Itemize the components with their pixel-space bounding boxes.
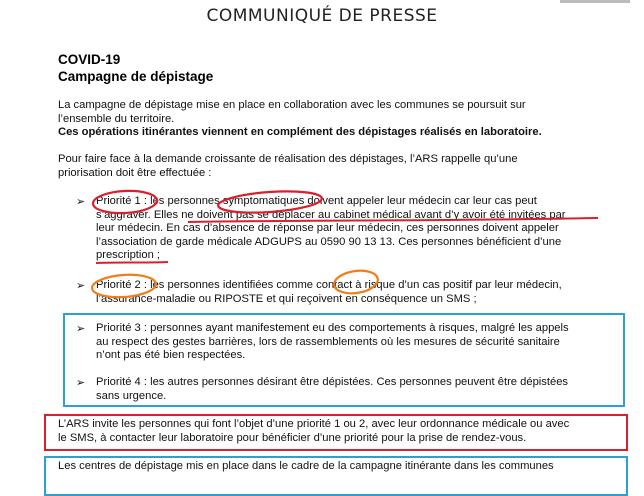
intro-bold-line: Ces opérations itinérantes viennent en complément des dépistages réalisés en laboratoire.: [58, 126, 542, 138]
intro-line: La campagne de dépistage mise en place en collaboration avec les communes se poursuit sur: [58, 99, 526, 111]
priority-line: n’ont pas été bien respectées.: [96, 349, 246, 361]
priority-line: Priorité 4 : les autres personnes désirant être dépistées. Ces personnes peuvent être dépistées: [96, 376, 569, 388]
paragraph-line: Pour faire face à la demande croissante de réalisation des dépistages, l’ARS rappelle qu’une: [58, 153, 518, 165]
heading-campaign: Campagne de dépistage: [58, 69, 214, 84]
notice-line: L’ARS invite les personnes qui font l’objet d’une priorité 1 ou 2, avec leur ordonnance médicale ou avec: [58, 418, 570, 430]
priority-line: au respect des gestes barrières, lors de rassemblements où les mesures de sécurité sanitaire: [96, 335, 560, 348]
priority-line: Priorité 3 : personnes ayant manifestement eu des comportements à risques, malgré les appels: [96, 322, 569, 334]
priority-line: Priorité 2 : les personnes identifiées comme contact à risque d’un cas positif par leur médecin,: [96, 279, 562, 291]
page-header-title: COMMUNIQUÉ DE PRESSE: [206, 6, 438, 26]
priority-line: l’assurance-maladie ou RIPOSTE et qui reçoivent en conséquence un SMS ;: [96, 292, 477, 305]
heading-covid: COVID-19: [58, 52, 121, 67]
priority-4-item: [96, 376, 616, 403]
priority-line: l’association de garde médicale ADGUPS au 0590 90 13 13. Ces personnes bénéficient d’une: [96, 235, 562, 248]
scan-artifact: [560, 0, 630, 3]
ars-notice-paragraph: [58, 418, 628, 445]
priority-line: s’aggraver. Elles ne doivent pas se déplacer au cabinet médical avant d’y avoir été invitées par: [96, 208, 566, 221]
bullet-arrow-icon: ➢: [76, 323, 86, 335]
priority-line: sans urgence.: [96, 389, 167, 402]
priority-3-item: [96, 322, 616, 363]
centres-line: Les centres de dépistage mis en place dans le cadre de la campagne itinérante dans les communes: [58, 460, 554, 472]
bullet-arrow-icon: ➢: [76, 280, 86, 292]
priority-line: leur médecin. En cas d’absence de réponse par leur médecin, ces personnes doivent appeler: [96, 222, 559, 234]
intro-paragraph: [58, 99, 598, 140]
prioritization-paragraph: [58, 153, 598, 180]
bullet-arrow-icon: ➢: [76, 377, 86, 389]
paragraph-line: priorisation doit être effectuée :: [58, 166, 212, 179]
priority-line: Priorité 1 : les personnes symptomatiques doivent appeler leur médecin car leur cas peut: [96, 195, 537, 207]
priority-2-item: [96, 279, 616, 306]
notice-line: le SMS, à contacter leur laboratoire pour bénéficier d’une priorité pour la prise de rendez-vous.: [58, 431, 527, 444]
priority-line: prescription ;: [96, 249, 161, 261]
bullet-arrow-icon: ➢: [76, 196, 86, 208]
centres-paragraph: [58, 460, 628, 474]
priority-1-item: [96, 195, 616, 263]
intro-line: l’ensemble du territoire.: [58, 112, 175, 125]
